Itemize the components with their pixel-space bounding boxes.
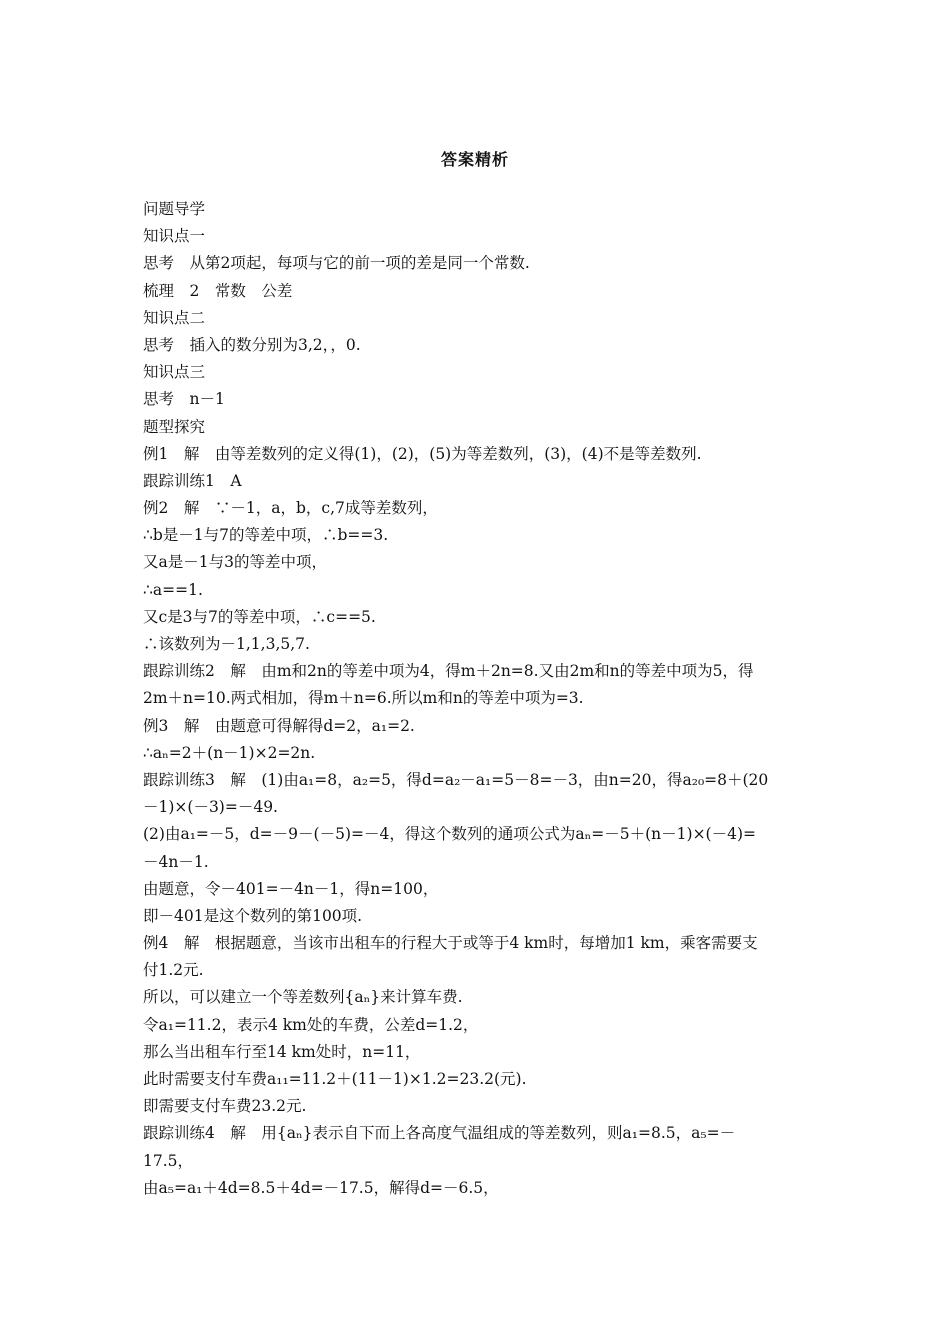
answer-content <box>143 196 813 1202</box>
text-line: 即－401是这个数列的第100项. <box>143 906 363 925</box>
text-line: 题型探究 <box>143 417 206 436</box>
text-line: 2m＋n=10.两式相加，得m＋n=6.所以m和n的等差中项为=3. <box>143 689 584 708</box>
text-line: 又c是3与7的等差中项，∴c==5. <box>143 607 376 626</box>
text-line: 此时需要支付车费a₁₁=11.2＋(11－1)×1.2=23.2(元). <box>143 1070 527 1088</box>
text-line: ∴aₙ=2＋(n－1)×2=2n. <box>143 743 316 762</box>
text-line: 那么当出租车行至14 km处时，n=11， <box>143 1042 421 1061</box>
text-line: 思考 从第2项起，每项与它的前一项的差是同一个常数. <box>143 254 530 273</box>
text-line: ∴a==1. <box>143 580 203 599</box>
text-line: 梳理 2 常数 公差 <box>143 281 293 300</box>
text-line: －4n－1. <box>143 852 209 871</box>
text-line: 17.5， <box>143 1151 194 1170</box>
text-line: 例2 解 ∵－1，a，b，c,7成等差数列， <box>143 499 438 518</box>
text-line: ∴该数列为－1,1,3,5,7. <box>143 635 310 653</box>
text-line: 令a₁=11.2，表示4 km处的车费，公差d=1.2， <box>143 1015 479 1034</box>
text-line: 跟踪训练3 解 (1)由a₁=8，a₂=5，得d=a₂－a₁=5－8=－3，由n=20，得a₂₀=8＋(20 <box>143 770 769 789</box>
text-line: 付1.2元. <box>143 961 204 980</box>
text-line: 又a是－1与3的等差中项， <box>143 553 327 572</box>
text-line: ∴b是－1与7的等差中项，∴b==3. <box>143 526 389 545</box>
text-line: 跟踪训练1 A <box>143 471 242 490</box>
text-line: 例4 解 根据题意，当该市出租车的行程大于或等于4 km时，每增加1 km，乘客需要支 <box>143 934 758 953</box>
text-line: 由题意，令－401=－4n－1，得n=100， <box>143 879 439 898</box>
page-title: 答案精析 <box>440 150 509 169</box>
text-line: 知识点一 <box>143 227 206 246</box>
text-line: －1)×(－3)=－49. <box>143 798 278 817</box>
text-line: 知识点三 <box>143 363 206 382</box>
text-line: 跟踪训练4 解 用{aₙ}表示自下而上各高度气温组成的等差数列，则a₁=8.5，a₅=－ <box>143 1124 736 1143</box>
text-line: 例1 解 由等差数列的定义得(1)，(2)，(5)为等差数列，(3)，(4)不是等差数列. <box>143 444 702 463</box>
text-line: 例3 解 由题意可得解得d=2，a₁=2. <box>143 716 415 735</box>
text-line: 由a₅=a₁＋4d=8.5＋4d=－17.5，解得d=－6.5， <box>143 1178 499 1197</box>
text-line: 思考 n－1 <box>143 390 225 409</box>
text-line: 问题导学 <box>143 200 206 218</box>
text-line: (2)由a₁=－5，d=－9－(－5)=－4，得这个数列的通项公式为aₙ=－5＋(n－1)×(－4)= <box>143 825 757 844</box>
text-line: 知识点二 <box>143 308 206 327</box>
text-line: 所以，可以建立一个等差数列{aₙ}来计算车费. <box>143 988 463 1007</box>
text-line: 跟踪训练2 解 由m和2n的等差中项为4，得m＋2n=8.又由2m和n的等差中项为5，得 <box>143 662 754 681</box>
text-line: 即需要支付车费23.2元. <box>143 1097 307 1116</box>
text-line: 思考 插入的数分别为3,2，，0. <box>143 335 361 354</box>
